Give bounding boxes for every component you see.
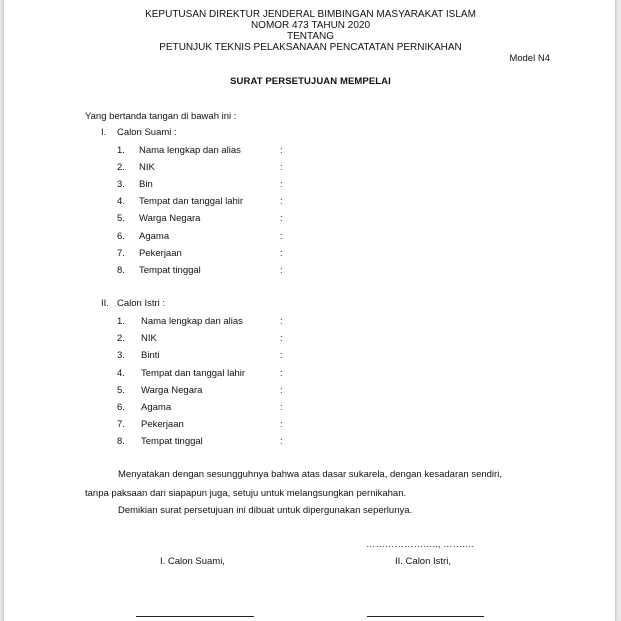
field-colon: : (280, 248, 283, 259)
intro-text: Yang bertanda tangan di bawah ini : (85, 111, 237, 122)
field-colon: : (280, 196, 283, 207)
field-colon: : (280, 385, 283, 396)
field-colon: : (280, 316, 283, 327)
closing-text: Demikian surat persetujuan ini dibuat untuk dipergunakan seperlunya. (118, 505, 413, 516)
field-label: Binti (141, 350, 160, 361)
section-suami-heading: Calon Suami : (117, 127, 177, 138)
model-label: Model N4 (509, 53, 550, 64)
field-number: 7. (117, 419, 125, 430)
field-number: 5. (117, 213, 125, 224)
field-number: 1. (117, 145, 125, 156)
field-colon: : (280, 350, 283, 361)
document-title: SURAT PERSETUJUAN MEMPELAI (230, 76, 391, 87)
field-label: Tempat dan tanggal lahir (139, 196, 244, 207)
header-line-4: PETUNJUK TEKNIS PELAKSANAAN PENCATATAN PERNIKAHAN (159, 42, 462, 53)
field-colon: : (280, 419, 283, 430)
field-label: Warga Negara (141, 385, 203, 396)
field-label: Pekerjaan (141, 419, 184, 430)
section-istri-roman: II. (101, 298, 109, 309)
signature-label-istri: II. Calon Istri, (395, 556, 451, 567)
field-number: 8. (117, 265, 125, 276)
statement-line-2: tanpa paksaan dari siapapun juga, setuju untuk melangsungkan pernikahan. (85, 488, 407, 499)
place-date: ………………….., ………. (366, 539, 475, 550)
field-colon: : (280, 436, 283, 447)
field-colon: : (280, 402, 283, 413)
signature-line-istri (367, 616, 484, 617)
field-label: NIK (139, 162, 155, 173)
field-colon: : (280, 265, 283, 276)
field-number: 8. (117, 436, 125, 447)
field-label: Agama (141, 402, 172, 413)
field-colon: : (280, 213, 283, 224)
signature-line-suami (136, 616, 254, 617)
section-suami-roman: I. (101, 127, 107, 138)
field-number: 1. (117, 316, 125, 327)
section-istri-heading: Calon Istri : (117, 298, 166, 309)
field-label: Bin (139, 179, 153, 190)
document-page (3, 0, 616, 621)
statement-line-1: Menyatakan dengan sesungguhnya bahwa atas dasar sukarela, dengan kesadaran sendiri, (118, 469, 502, 480)
field-number: 5. (117, 385, 125, 396)
header-line-1: KEPUTUSAN DIREKTUR JENDERAL BIMBINGAN MASYARAKAT ISLAM (145, 9, 476, 20)
field-label: Agama (139, 231, 170, 242)
field-label: Tempat tinggal (139, 265, 201, 276)
field-label: Nama lengkap dan alias (139, 145, 241, 156)
field-label: Tempat dan tanggal lahir (141, 368, 246, 379)
field-number: 3. (117, 179, 125, 190)
field-number: 3. (117, 350, 125, 361)
field-number: 6. (117, 402, 125, 413)
field-number: 2. (117, 162, 125, 173)
field-colon: : (280, 368, 283, 379)
field-number: 4. (117, 368, 125, 379)
field-number: 4. (117, 196, 125, 207)
field-number: 7. (117, 248, 125, 259)
field-label: Warga Negara (139, 213, 201, 224)
field-colon: : (280, 145, 283, 156)
field-colon: : (280, 179, 283, 190)
field-number: 6. (117, 231, 125, 242)
field-colon: : (280, 333, 283, 344)
header-line-3: TENTANG (286, 31, 335, 42)
field-label: Tempat tinggal (141, 436, 203, 447)
field-label: Nama lengkap dan alias (141, 316, 243, 327)
signature-label-suami: I. Calon Suami, (160, 556, 225, 567)
field-number: 2. (117, 333, 125, 344)
header-line-2: NOMOR 473 TAHUN 2020 (250, 20, 371, 31)
field-label: NIK (141, 333, 157, 344)
field-colon: : (280, 231, 283, 242)
field-label: Pekerjaan (139, 248, 182, 259)
field-colon: : (280, 162, 283, 173)
